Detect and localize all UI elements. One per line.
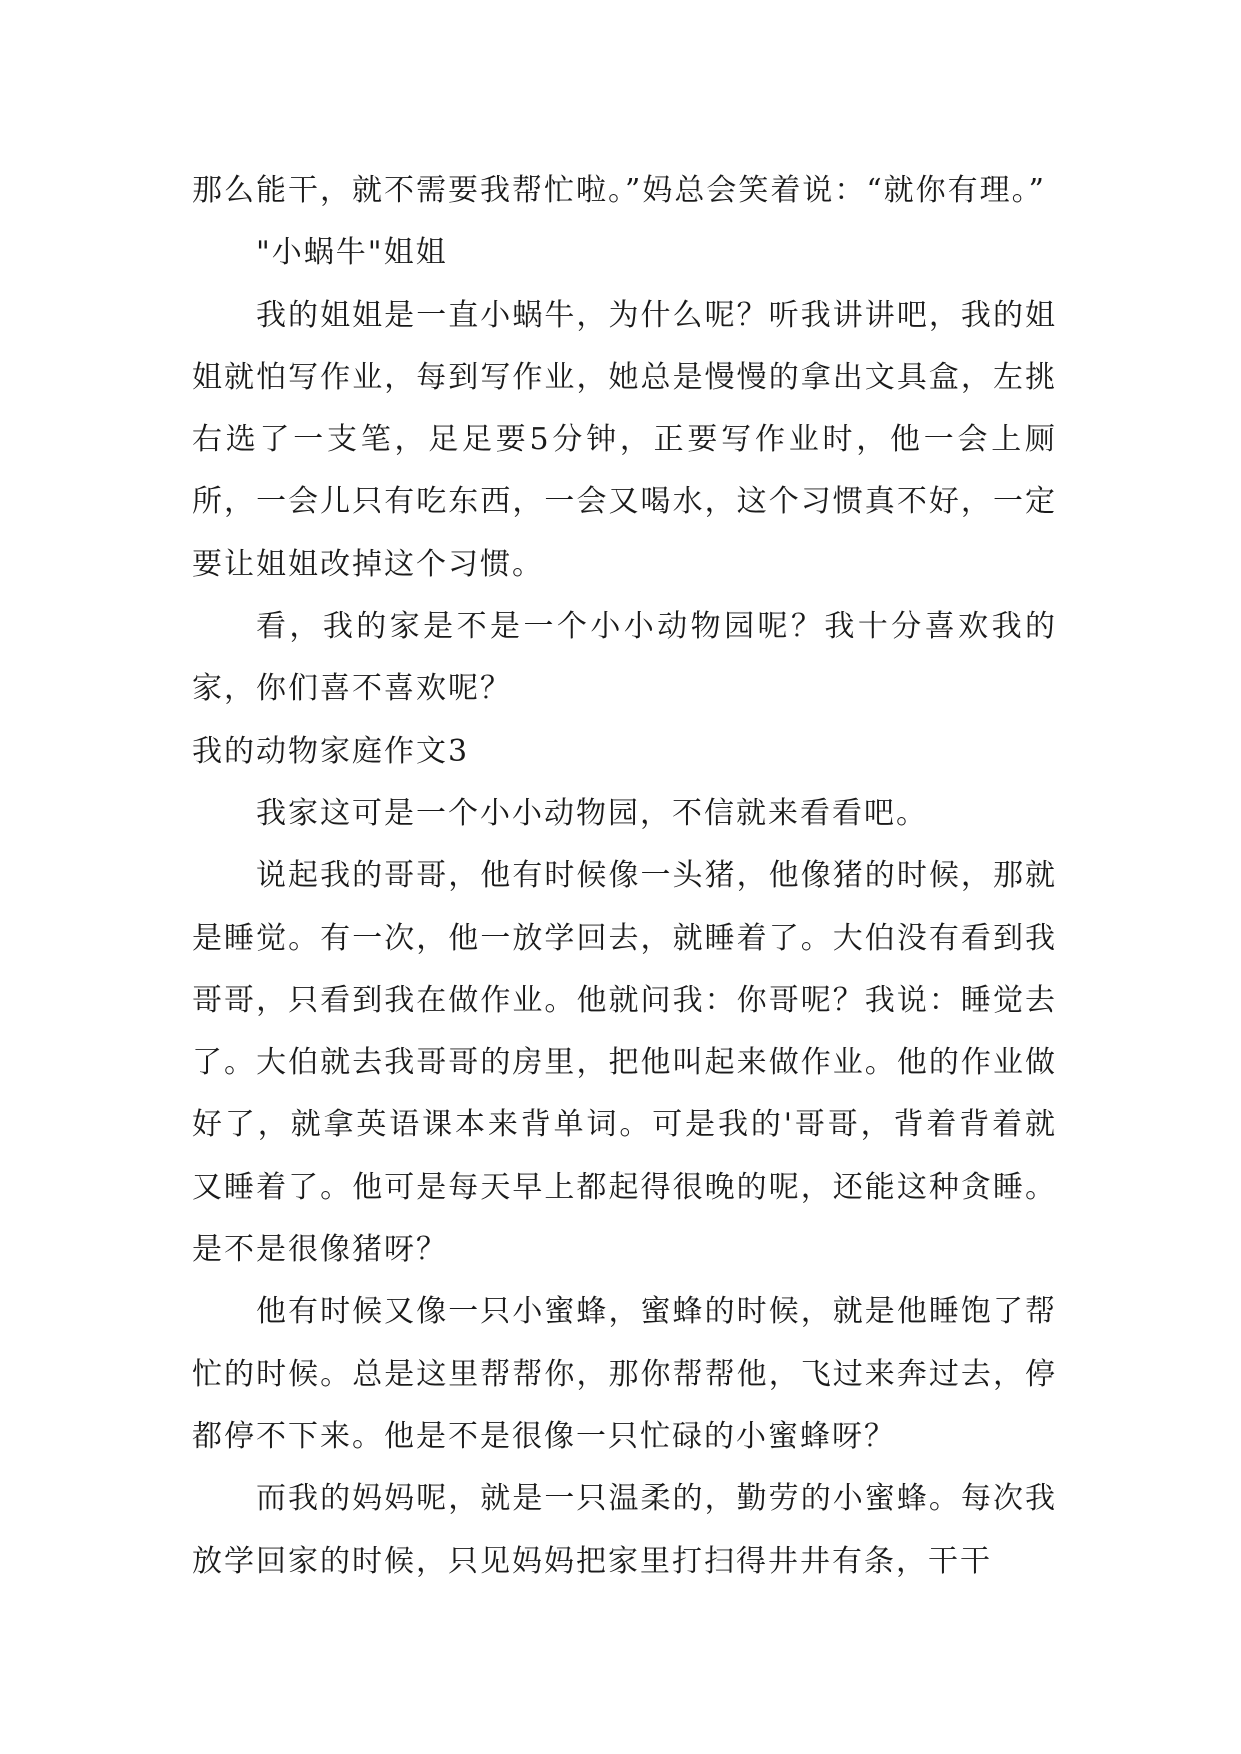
essay-title: 我的动物家庭作文3 bbox=[192, 733, 470, 769]
paragraph-sister-snail: 我的姐姐是一直小蜗牛，为什么呢？听我讲讲吧，我的姐姐就怕写作业，每到写作业，她总是慢慢的拿出文具盒，左挑右选了一支笔，足足要5分钟，正要写作业时，他一会上厕所，一会儿只有吃东西，一会又喝水，这个习惯真不好，一定要让姐姐改掉这个习惯。 bbox=[192, 297, 1057, 582]
paragraph-family-zoo: 看，我的家是不是一个小小动物园呢？我十分喜欢我的家，你们喜不喜欢呢？ bbox=[192, 609, 1057, 707]
paragraph-brother-pig: 说起我的哥哥，他有时候像一头猪，他像猪的时候，那就是睡觉。有一次，他一放学回去，就睡着了。大伯没有看到我哥哥，只看到我在做作业。他就问我：你哥呢？我说：睡觉去了。大伯就去我哥哥的房里，把他叫起来做作业。他的作业做好了，就拿英语课本来背单词。可是我的'哥哥，背着背着就又睡着了。他可是每天早上都起得很晚的呢，还能这种贪睡。是不是很像猪呀？ bbox=[192, 858, 1057, 1268]
subheading-snail-sister: "小蜗牛"姐姐 bbox=[256, 235, 448, 271]
document-page bbox=[192, 160, 1057, 1593]
paragraph-continuation: 那么能干，就不需要我帮忙啦。”妈总会笑着说：“就你有理。” bbox=[192, 173, 1047, 208]
paragraph-brother-bee: 他有时候又像一只小蜜蜂，蜜蜂的时候，就是他睡饱了帮忙的时候。总是这里帮帮你，那你帮帮他，飞过来奔过去，停都停不下来。他是不是很像一只忙碌的小蜜蜂呀？ bbox=[192, 1294, 1057, 1454]
paragraph-intro: 我家这可是一个小小动物园，不信就来看看吧。 bbox=[256, 795, 928, 831]
paragraph-mother-bee: 而我的妈妈呢，就是一只温柔的，勤劳的小蜜蜂。每次我放学回家的时候，只见妈妈把家里打扫得井井有条，干干 bbox=[192, 1481, 1057, 1579]
